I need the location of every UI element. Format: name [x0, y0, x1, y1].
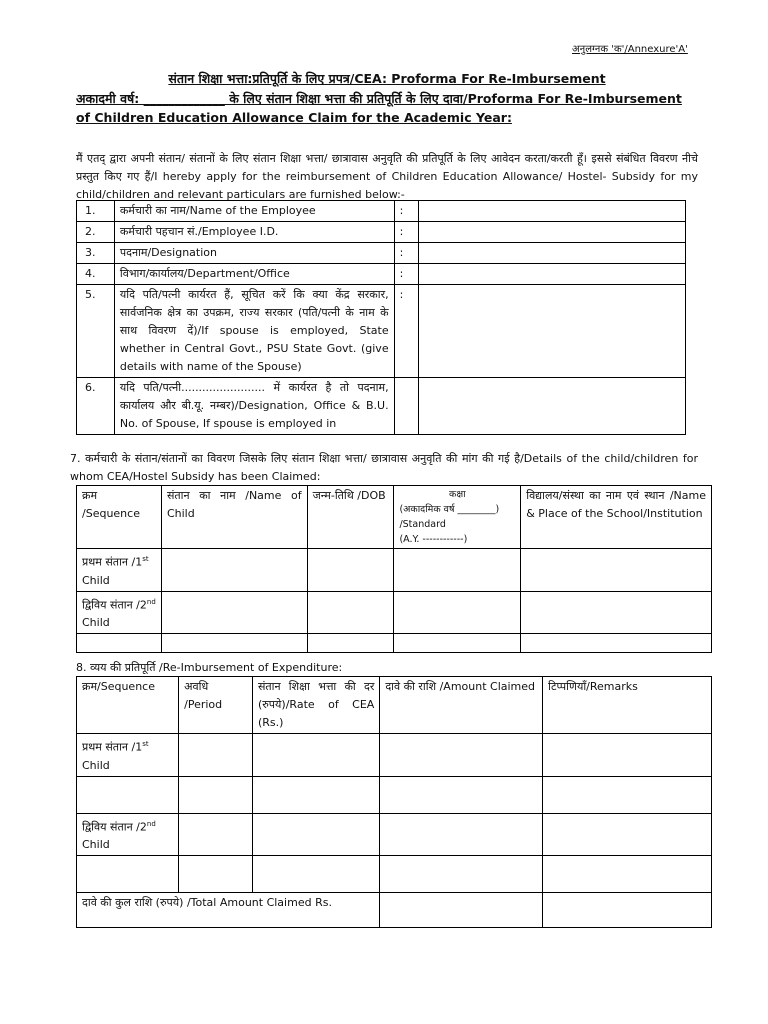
spouse-employment-field[interactable]	[419, 285, 686, 378]
table-row	[77, 734, 712, 777]
second-child-label	[77, 591, 162, 634]
cell-input[interactable]	[521, 591, 712, 634]
second-child-en: Child	[82, 616, 110, 630]
row-colon: :	[394, 264, 419, 285]
row-number: 6.	[77, 378, 115, 435]
cell-input[interactable]	[77, 776, 179, 813]
cell-input[interactable]	[179, 856, 253, 893]
section-8-heading: 8. व्यय की प्रतिपूर्ति /Re-Imbursement of Expenditure:	[76, 661, 343, 674]
row-number: 1.	[77, 201, 115, 222]
header-sequence: क्रम/Sequence	[77, 677, 179, 734]
header-amount: दावे की राशि /Amount Claimed	[380, 677, 543, 734]
row-label: यदि पति/पत्नी........................ में कार्यरत है तो पदनाम, कार्यालय और बी.यू. नम्बर)/Designation, Office & B.U. No. of Spouse, If spouse is employed in	[114, 378, 394, 435]
table-row	[77, 201, 686, 222]
form-subtitle-cont: of Children Education Allowance Claim for the Academic Year:	[76, 110, 512, 125]
total-amount-label: दावे की कुल राशि (रुपये) /Total Amount Claimed Rs.	[77, 893, 380, 928]
cell-input[interactable]	[543, 893, 712, 928]
table-row	[77, 893, 712, 928]
cell-input[interactable]	[380, 813, 543, 856]
header-child-name: संतान का नाम /Name of Child	[161, 486, 307, 549]
section-7-heading: 7. कर्मचारी के संतान/संतानों का विवरण जिसके लिए संतान शिक्षा भत्ता/ छात्रावास अनुवृति की मांग की गई है/Details of the child/children for whom CEA/Hostel Subsidy has been Claimed:	[70, 452, 698, 483]
class-ay: (A.Y. ------------)	[399, 534, 468, 545]
cell-input[interactable]	[77, 634, 162, 653]
second-child-sup: nd	[146, 597, 156, 606]
row-number: 3.	[77, 243, 115, 264]
first-child-sup: st	[142, 555, 149, 563]
table-row	[77, 591, 712, 634]
cell-input[interactable]	[521, 634, 712, 653]
total-amount-field[interactable]	[380, 893, 543, 928]
cell-input[interactable]	[252, 856, 379, 893]
row-colon: :	[394, 201, 419, 222]
cell-input[interactable]	[161, 549, 307, 592]
cell-input[interactable]	[543, 813, 712, 856]
row-colon: :	[394, 285, 419, 378]
employee-name-field[interactable]	[419, 201, 686, 222]
header-sequence: क्रम /Sequence	[77, 486, 162, 549]
table-row	[77, 264, 686, 285]
cell-input[interactable]	[394, 591, 521, 634]
table-header-row	[77, 677, 712, 734]
cell-input[interactable]	[543, 734, 712, 777]
row-number: 5.	[77, 285, 115, 378]
expenditure-table	[76, 676, 712, 928]
header-dob: जन्म-तिथि /DOB	[307, 486, 394, 549]
table-row	[77, 285, 686, 378]
cell-input[interactable]	[307, 634, 394, 653]
first-child-hi: प्रथम संतान /1	[82, 740, 143, 754]
table-row	[77, 776, 712, 813]
row-colon: :	[394, 222, 419, 243]
class-standard: /Standard	[399, 519, 446, 530]
annexure-label: अनुलग्नक 'क'/Annexure'A'	[572, 44, 688, 55]
row-colon	[394, 378, 419, 435]
table-row	[77, 243, 686, 264]
employee-id-field[interactable]	[419, 222, 686, 243]
class-label: कक्षा	[449, 489, 466, 500]
first-child-hi: प्रथम संतान /1	[82, 555, 143, 569]
second-child-hi: द्विविय संतान /2	[82, 820, 147, 834]
cell-input[interactable]	[161, 634, 307, 653]
form-title: संतान शिक्षा भत्ता:प्रतिपूर्ति के लिए प्रपत्र/CEA: Proforma For Re-Imbursement	[168, 71, 606, 86]
table-row	[77, 549, 712, 592]
class-academic-year: (अकादमिक वर्ष ________)	[399, 504, 500, 515]
cell-input[interactable]	[394, 549, 521, 592]
table-row	[77, 634, 712, 653]
first-child-label	[77, 549, 162, 592]
table-row	[77, 813, 712, 856]
cell-input[interactable]	[380, 734, 543, 777]
row-colon: :	[394, 243, 419, 264]
cell-input[interactable]	[179, 734, 253, 777]
cell-input[interactable]	[179, 813, 253, 856]
cell-input[interactable]	[179, 776, 253, 813]
header-period: अवधि /Period	[179, 677, 253, 734]
table-row	[77, 222, 686, 243]
header-class	[394, 486, 521, 549]
second-child-sup: nd	[146, 819, 156, 828]
header-rate: संतान शिक्षा भत्ता की दर (रुपये)/Rate of CEA (Rs.)	[252, 677, 379, 734]
designation-field[interactable]	[419, 243, 686, 264]
spouse-designation-field[interactable]	[419, 378, 686, 435]
table-row	[77, 378, 686, 435]
cell-input[interactable]	[307, 549, 394, 592]
row-label: यदि पति/पत्नी कार्यरत हैं, सूचित करें कि क्या केंद्र सरकार, सार्वजनिक क्षेत्र का उपक्रम, राज्य सरकार (पति/पत्नी के नाम के साथ विवरण दें)/If spouse is employed, State whether in Central Govt., PSU State Govt. (give details with name of the Spouse)	[114, 285, 394, 378]
cell-input[interactable]	[380, 856, 543, 893]
first-child-en: Child	[82, 573, 110, 587]
header-school: विद्यालय/संस्था का नाम एवं स्थान /Name & Place of the School/Institution	[521, 486, 712, 549]
row-label: पदनाम/Designation	[114, 243, 394, 264]
form-subtitle: अकादमी वर्ष: _____________ के लिए संतान शिक्षा भत्ता की प्रतिपूर्ति के लिए दावा/Proforma For Re-Imbursement	[76, 91, 682, 106]
row-label: कर्मचारी का नाम/Name of the Employee	[114, 201, 394, 222]
cell-input[interactable]	[380, 776, 543, 813]
cell-input[interactable]	[543, 776, 712, 813]
cell-input[interactable]	[521, 549, 712, 592]
row-label: विभाग/कार्यालय/Department/Office	[114, 264, 394, 285]
row-number: 4.	[77, 264, 115, 285]
cell-input[interactable]	[252, 776, 379, 813]
header-remarks: टिप्पणियाँ/Remarks	[543, 677, 712, 734]
row-number: 2.	[77, 222, 115, 243]
employee-details-table	[76, 200, 686, 435]
cell-input[interactable]	[252, 813, 379, 856]
cell-input[interactable]	[161, 591, 307, 634]
child-details-table	[76, 485, 712, 653]
row-label: कर्मचारी पहचान सं./Employee I.D.	[114, 222, 394, 243]
second-child-en: Child	[82, 838, 110, 852]
second-child-hi: द्विविय संतान /2	[82, 598, 147, 612]
table-row	[77, 856, 712, 893]
cell-input[interactable]	[394, 634, 521, 653]
first-child-en: Child	[82, 758, 110, 772]
cell-input[interactable]	[77, 856, 179, 893]
first-child-label	[77, 734, 179, 777]
first-child-sup: st	[142, 740, 149, 748]
intro-paragraph: मैं एतद् द्वारा अपनी संतान/ संतानों के लिए संतान शिक्षा भत्ता/ छात्रावास अनुवृति की प्रतिपूर्ति के लिए आवेदन करता/करती हूँ। इससे संबंधित विवरण नीचे प्रस्तुत किए गए हैं/I hereby apply for the reimbursement of Children Education Allowance/ Hostel- Subsidy for my child/children and relevant particulars are furnished below:-	[76, 152, 698, 201]
second-child-label	[77, 813, 179, 856]
cell-input[interactable]	[543, 856, 712, 893]
department-field[interactable]	[419, 264, 686, 285]
cell-input[interactable]	[307, 591, 394, 634]
table-header-row	[77, 486, 712, 549]
cell-input[interactable]	[252, 734, 379, 777]
